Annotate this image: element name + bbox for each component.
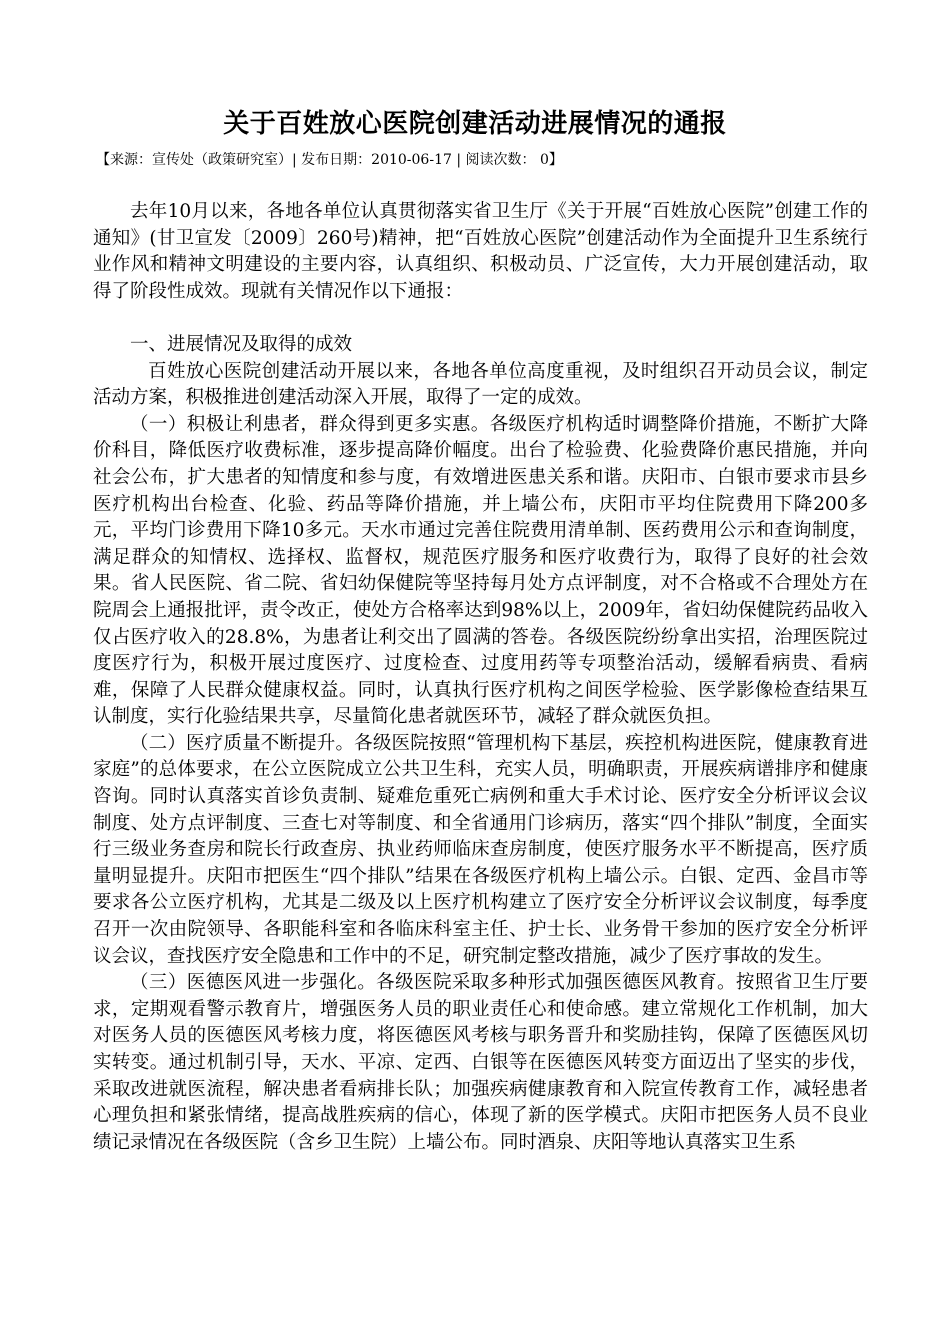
document-title: 关于百姓放心医院创建活动进展情况的通报 [223, 109, 727, 139]
document-body [93, 199, 868, 1156]
item-1-paragraph: （一）积极让利患者，群众得到更多实惠。各级医疗机构适时调整降价措施，不断扩大降价科目，降低医疗收费标准，逐步提高降价幅度。出台了检验费、化验费降价惠民措施，并向社会公布，扩大患者的知情度和参与度，有效增进医患关系和谐。庆阳市、白银市要求市县乡医疗机构出台检查、化验、药品等降价措施，并上墙公布，庆阳市平均住院费用下降200多元，平均门诊费用下降10多元。天水市通过完善住院费用清单制、医药费用公示和查询制度，满足群众的知情权、选择权、监督权，规范医疗服务和医疗收费行为，取得了良好的社会效果。省人民医院、省二院、省妇幼保健院等坚持每月处方点评制度，对不合格或不合理处方在院周会上通报批评，责令改正，使处方合格率达到98%以上，2009年，省妇幼保健院药品收入仅占医疗收入的28.8%，为患者让利交出了圆满的答卷。各级医院纷纷拿出实招，治理医院过度医疗行为，积极开展过度医疗、过度检查、过度用药等专项整治活动，缓解看病贵、看病难，保障了人民群众健康权益。同时，认真执行医疗机构之间医学检验、医学影像检查结果互认制度，实行化验结果共享，尽量简化患者就医环节，减轻了群众就医负担。 [93, 413, 868, 728]
item-3-paragraph: （三）医德医风进一步强化。各级医院采取多种形式加强医德医风教育。按照省卫生厅要求，定期观看警示教育片，增强医务人员的职业责任心和使命感。建立常规化工作机制，加大对医务人员的医德医风考核力度，将医德医风考核与职务晋升和奖励挂钩，保障了医德医风切实转变。通过机制引导，天水、平凉、定西、白银等在医德医风转变方面迈出了坚实的步伐，采取改进就医流程，解决患者看病排长队；加强疾病健康教育和入院宣传教育工作，减轻患者心理负担和紧张情绪，提高战胜疾病的信心，体现了新的医学模式。庆阳市把医务人员不良业绩记录情况在各级医院（含乡卫生院）上墙公布。同时酒泉、庆阳等地认真落实卫生系 [93, 972, 868, 1153]
item-2-paragraph: （二）医疗质量不断提升。各级医院按照“管理机构下基层，疾控机构进医院，健康教育进家庭”的总体要求，在公立医院成立公共卫生科，充实人员，明确职责，开展疾病谱排序和健康咨询。同时认真落实首诊负责制、疑难危重死亡病例和重大手术讨论、医疗安全分析评议会议制度、处方点评制度、三查七对等制度、和全省通用门诊病历，落实“四个排队”制度，全面实行三级业务查房和院长行政查房、执业药师临床查房制度，使医疗服务水平不断提高，医疗质量明显提升。庆阳市把医生“四个排队”结果在各级医疗机构上墙公示。白银、定西、金昌市等要求各公立医疗机构，尤其是二级及以上医疗机构建立了医疗安全分析评议会议制度，每季度召开一次由院领导、各职能科室和各临床科室主任、护士长、业务骨干参加的医疗安全分析评议会议，查找医疗安全隐患和工作中的不足，研究制定整改措施，减少了医疗事故的发生。 [93, 732, 868, 967]
document-meta-line: 【来源：宣传处（政策研究室）| 发布日期：2010-06-17 | 阅读次数： 0】 [96, 152, 563, 168]
section-intro-paragraph: 百姓放心医院创建活动开展以来，各地各单位高度重视，及时组织召开动员会议，制定活动方案，积极推进创建活动深入开展，取得了一定的成效。 [93, 360, 868, 409]
intro-paragraph: 去年10月以来，各地各单位认真贯彻落实省卫生厅《关于开展“百姓放心医院”创建工作的通知》(甘卫宣发〔2009〕260号)精神，把“百姓放心医院”创建活动作为全面提升卫生系统行业作风和精神文明建设的主要内容，认真组织、积极动员、广泛宣传，大力开展创建活动，取得了阶段性成效。现就有关情况作以下通报： [93, 201, 868, 302]
section-heading: 一、进展情况及取得的成效 [130, 333, 353, 355]
